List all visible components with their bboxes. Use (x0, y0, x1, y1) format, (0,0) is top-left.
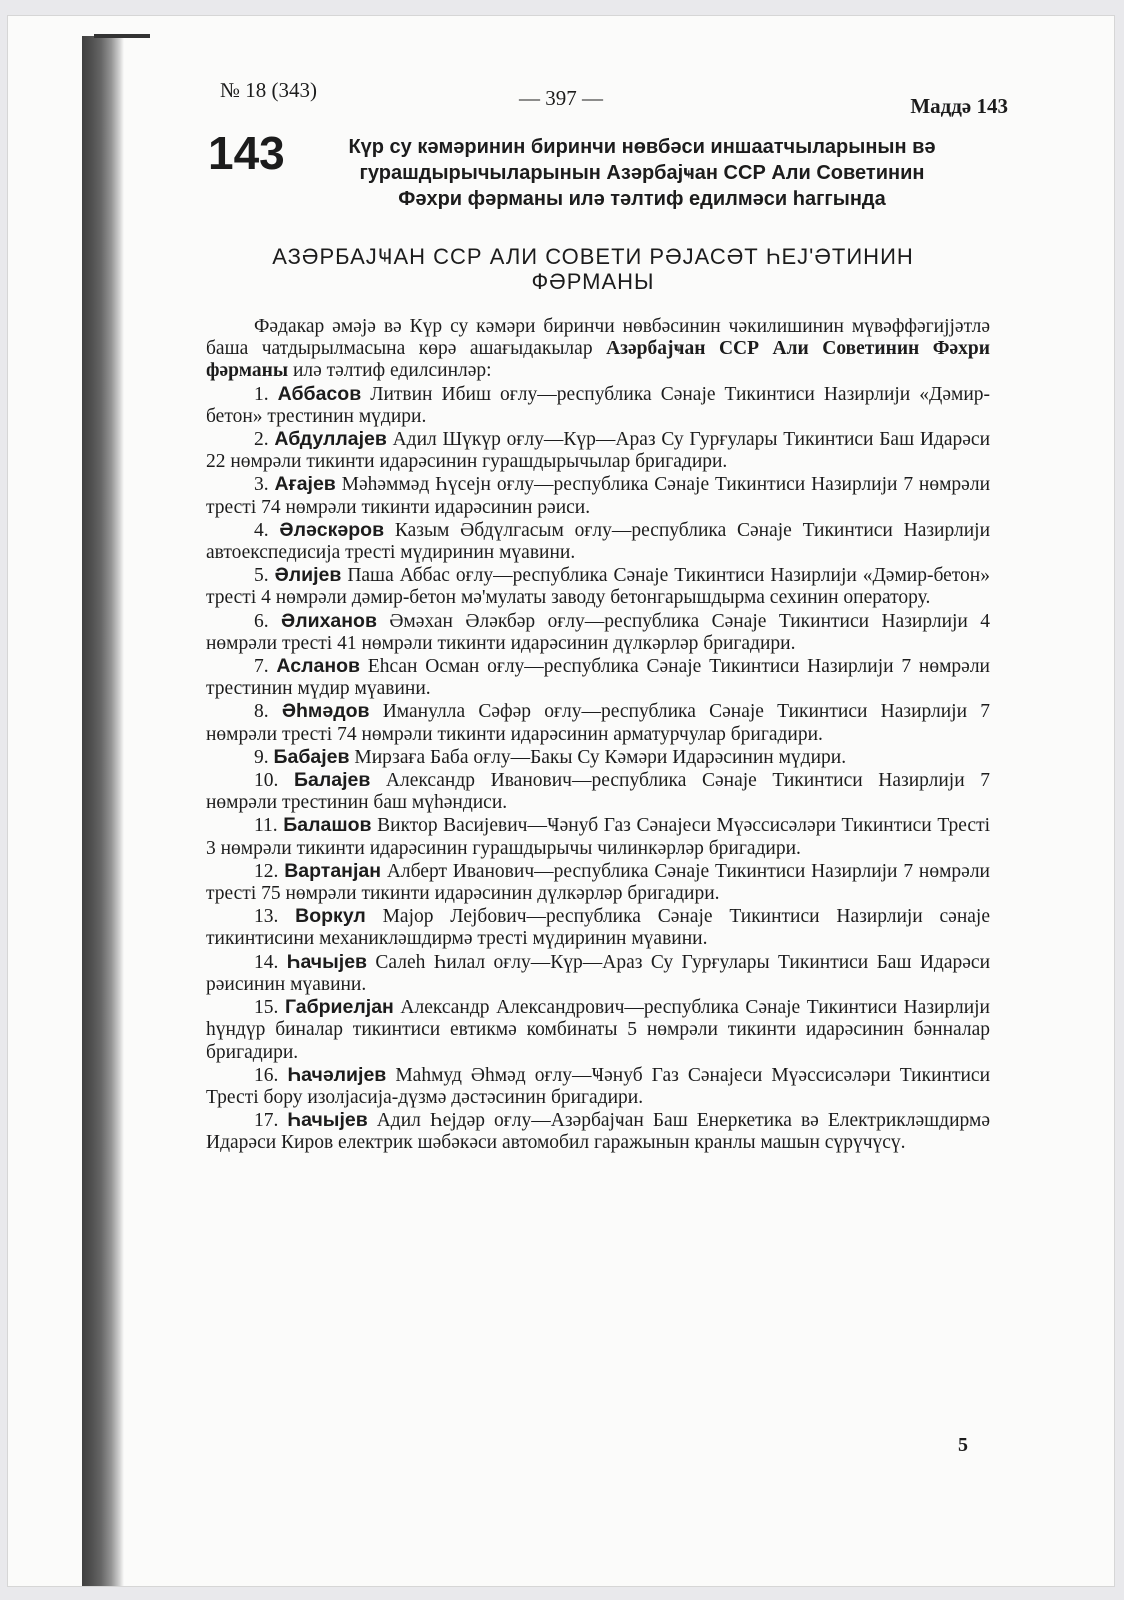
heading-line: Күр су кәмәринин биринчи нөвбәси иншаатчыларынын вә (348, 136, 936, 158)
awardee-surname: Әлиханов (281, 609, 377, 632)
awardee-item (206, 383, 990, 428)
awardee-number: 10. (254, 770, 279, 792)
awardee-details: Казым Әбдүлгасым оғлу—республика Сәнаје Тикинтиси Назирлији автоекспедисија тресті мүдиринин мүавини. (206, 519, 991, 564)
authority-line: АЗӘРБАЈҸАН ССР АЛИ СОВЕТИ РӘЈАСӘТ ҺЕЈ'ӘТИНИН (272, 244, 914, 269)
awardee-surname: Һачәлијев (287, 1063, 387, 1086)
awardee-number: 2. (254, 429, 269, 451)
awardee-item (206, 746, 990, 769)
awardee-surname: Аббасов (277, 382, 362, 405)
awardee-item (206, 473, 990, 518)
awardee-item (206, 996, 990, 1064)
awardee-details: Еһсан Осман оғлу—республика Сәнаје Тикинтиси Назирлији 7 нөмрәли трестинин мүдир мүавини. (206, 656, 990, 700)
preamble-end: илә тәлтиф едилсинләр: (288, 360, 492, 382)
awardee-number: 11. (254, 815, 278, 837)
issuing-authority (198, 244, 988, 294)
document-page (8, 16, 1114, 1586)
decree-heading (312, 134, 972, 212)
awardee-number: 14. (254, 951, 279, 973)
awardee-item (206, 1064, 990, 1109)
awardee-details: Мирзаға Баба оғлу—Бакы Су Кәмәри Идарәсинин мүдири. (349, 746, 847, 768)
preamble (206, 316, 990, 383)
awardee-item (206, 564, 990, 609)
awardee-item (206, 905, 990, 950)
awardee-details: Салеһ Һилал оғлу—Күр—Араз Су Гурғулары Тикинтиси Баш Идарәси рәисинин мүавини. (206, 951, 991, 995)
awardee-surname: Вартанјан (284, 859, 381, 882)
heading-line: Фәхри фәрманы илә тәлтиф едилмәси һаггында (398, 188, 886, 210)
awardee-details: Паша Аббас оғлу—республика Сәнаје Тикинтиси Назирлији «Дәмир-бетон» тресті 4 нөмрәли дәмир-бетон мә'мулаты заводу бетонгарышдырма сехинин оператору. (206, 565, 990, 609)
awardee-item (206, 655, 990, 700)
awardee-number: 12. (254, 860, 279, 882)
awardee-surname: Һачыјев (286, 950, 368, 973)
awardee-details: Адил Шүкүр оғлу—Күр—Араз Су Гурғулары Тикинтиси Баш Идарәси 22 нөмрәли тикинти идарәсинин гурашдырычылар бригадири. (206, 429, 990, 473)
awardee-surname: Әлијев (274, 564, 342, 587)
heading-line: гурашдырычыларынын Азәрбајҹан ССР Али Советинин (359, 162, 925, 184)
awardee-number: 9. (254, 746, 269, 768)
awardee-surname: Воркул (295, 905, 366, 928)
book-spine-shadow (82, 36, 124, 1586)
awardee-item (206, 428, 990, 473)
awardee-surname: Бабајев (273, 745, 350, 768)
awardee-details: Иманулла Сәфәр оғлу—республика Сәнаје Тикинтиси Назирлији 7 нөмрәли тресті 74 нөмрәли тикинти идарәсинин арматурчулар бригадири. (206, 701, 991, 745)
awardee-details: Александр Александрович—республика Сәнаје Тикинтиси Назирлији һүндүр биналар тикинтиси евтикмә комбинаты 5 нөмрәли тикинти идарәсинин бәнналар бригадири. (206, 997, 990, 1063)
awardee-item (206, 1109, 990, 1154)
awardee-details: Мәһәммәд Һүсејн оғлу—республика Сәнаје Тикинтиси Назирлији 7 нөмрәли тресті 74 нөмрәли тикинти идарәсинин рәиси. (206, 474, 991, 518)
awardee-details: Виктор Васијевич—Ҹәнуб Газ Сәнајеси Мүәссисәләри Тикинтиси Тресті 3 нөмрәли тикинти идарәсинин гурашдырычы чилинкәрләр бригадири. (206, 815, 991, 859)
awardee-number: 15. (254, 997, 279, 1019)
awardee-item (206, 814, 990, 859)
issue-number: № 18 (343) (220, 78, 318, 102)
awardee-surname: Балајев (293, 769, 371, 792)
awardee-surname: Ағајев (274, 473, 336, 496)
awardee-list (206, 383, 990, 1155)
awardee-item (206, 610, 990, 655)
awardee-surname: Балашов (283, 814, 372, 837)
awardee-number: 16. (254, 1064, 279, 1086)
awardee-details: Адил Һејдәр оғлу—Азәрбајҹан Баш Енеркетика вә Електрикләшдирмә Идарәси Киров електрик шәбәкәси автомобил гаражынын кранлы машын сүрүчүсү. (206, 1110, 990, 1154)
awardee-number: 6. (254, 610, 269, 632)
awardee-details: Александр Иванович—республика Сәнаје Тикинтиси Назирлији 7 нөмрәли трестинин баш мүһәндиси. (206, 770, 991, 814)
awardee-number: 7. (254, 656, 269, 678)
awardee-number: 17. (254, 1110, 279, 1132)
preamble-bold: Азәрбајҹан ССР Али Советинин Фәхри фәрманы (206, 338, 991, 382)
awardee-surname: Габриелјан (284, 996, 394, 1019)
awardee-number: 13. (254, 906, 279, 928)
authority-line: ФӘРМАНЫ (531, 269, 655, 294)
awardee-number: 1. (254, 383, 269, 405)
awardee-details: Маһмуд Әһмәд оғлу—Ҹәнуб Газ Сәнајеси Мүәссисәләри Тикинтиси Тресті бору изолјасија-дүзмә дәстәсинин бригадири. (206, 1064, 991, 1108)
awardee-number: 3. (254, 474, 269, 496)
spine-mark (94, 34, 150, 38)
awardee-surname: Әһмәдов (281, 700, 370, 723)
preamble-text: Фәдакар әмәјә вә Күр су кәмәри биринчи нөвбәсинин чәкилишинин мүвәффәгијјәтлә баша чатдырылмасына көрә ашағыдакылар (206, 316, 990, 360)
awardee-surname: Асланов (276, 655, 361, 678)
awardee-number: 5. (254, 565, 269, 587)
awardee-number: 4. (254, 519, 269, 541)
awardee-details: Литвин Ибиш оғлу—республика Сәнаје Тикинтиси Назирлији «Дәмир-бетон» трестинин мүдири. (206, 383, 990, 427)
awardee-surname: Абдуллајев (274, 428, 387, 451)
awardee-item (206, 700, 990, 745)
awardee-item (206, 519, 990, 564)
awardee-details: Әмәхан Әләкбәр оғлу—республика Сәнаје Тикинтиси Назирлији 4 нөмрәли тресті 41 нөмрәли тикинти идарәсинин дүлкәрләр бригадири. (206, 610, 990, 654)
awardee-number: 8. (254, 701, 269, 723)
decree-number: 143 (208, 127, 285, 179)
awardee-surname: Әләскәров (279, 518, 385, 541)
page-header-number: — 397 — (519, 86, 603, 110)
awardee-details: Мајор Лејбович—республика Сәнаје Тикинтиси Назирлији сәнаје тикинтисини механикләшдирмә тресті мүдиринин мүавини. (206, 906, 990, 950)
decree-body (206, 316, 990, 1155)
awardee-item (206, 860, 990, 905)
article-number: Маддә 143 (910, 94, 1008, 118)
awardee-item (206, 951, 990, 996)
awardee-surname: Һачыјев (287, 1109, 368, 1132)
awardee-item (206, 769, 990, 814)
awardee-details: Алберт Иванович—республика Сәнаје Тикинтиси Назирлији 7 нөмрәли тресті 75 нөмрәли тикинти идарәсинин дүлкәрләр бригадири. (206, 860, 990, 905)
page-number: 5 (958, 1434, 968, 1456)
